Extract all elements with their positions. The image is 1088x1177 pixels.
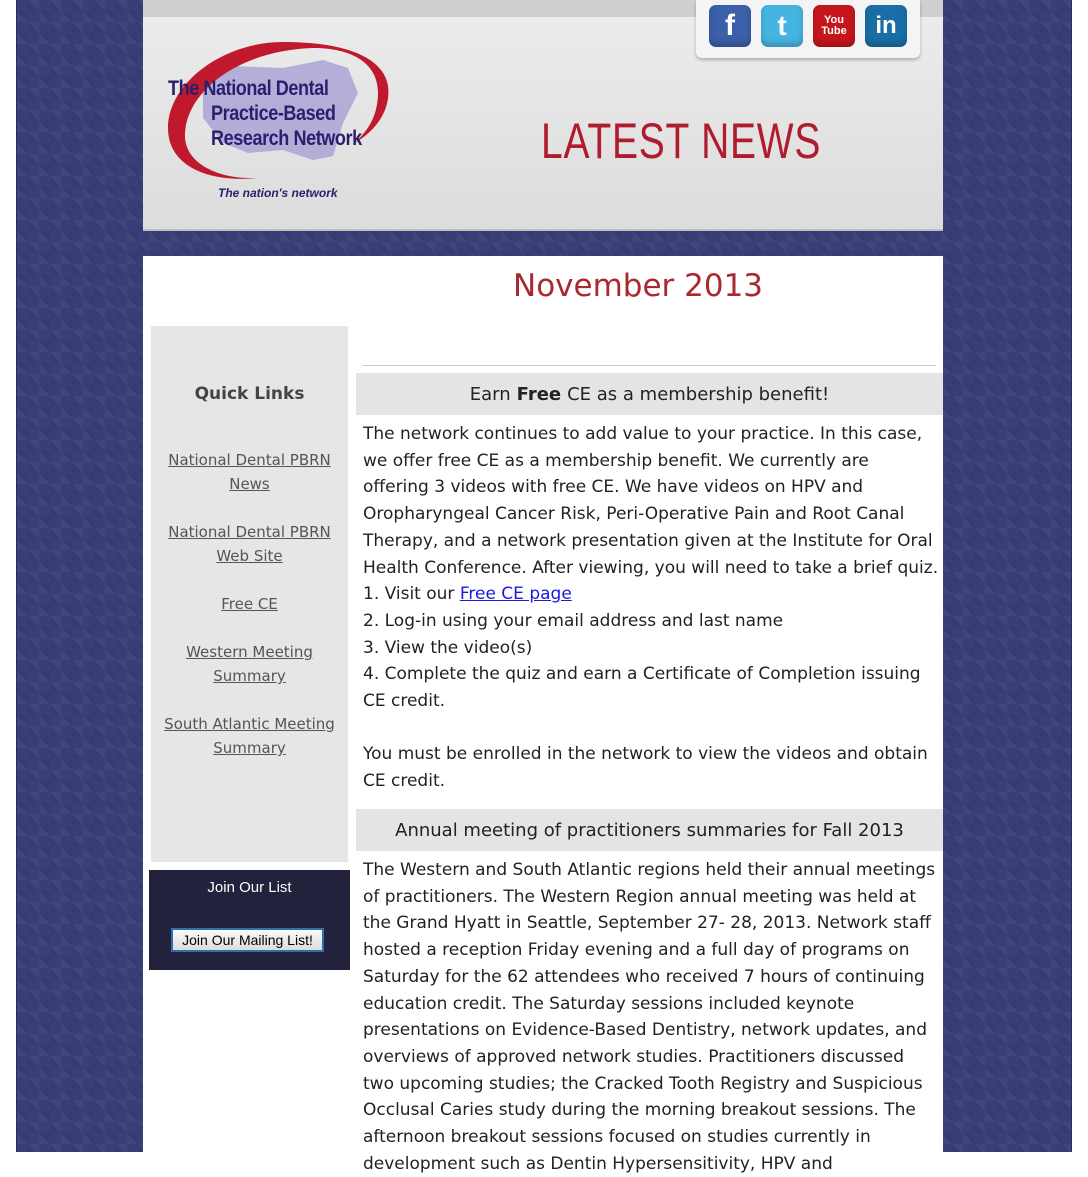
step-1-text: 1. Visit our <box>363 584 455 605</box>
join-mailing-list-button[interactable]: Join Our Mailing List! <box>171 928 324 952</box>
banner-title: LATEST NEWS <box>541 113 822 169</box>
logo-line-2: Practice-Based <box>211 102 336 125</box>
join-list-title: Join Our List <box>207 879 292 896</box>
linkedin-icon[interactable]: in <box>865 5 907 47</box>
free-ce-page-link[interactable]: Free CE page <box>459 584 572 605</box>
newsletter-body <box>143 256 943 1174</box>
logo-line-1: The National Dental <box>168 77 329 100</box>
step-1 <box>363 581 939 608</box>
social-links <box>696 0 920 58</box>
section-heading-free-ce <box>356 373 943 415</box>
heading-bold: Free <box>516 383 562 405</box>
newsletter-header <box>143 0 943 231</box>
youtube-icon[interactable]: You Tube <box>813 5 855 47</box>
quick-links-panel <box>151 326 348 862</box>
section-body-free-ce <box>363 421 939 795</box>
facebook-icon[interactable]: f <box>709 5 751 47</box>
step-2: 2. Log-in using your email address and last name <box>363 610 784 631</box>
step-4: 4. Complete the quiz and earn a Certificate of Completion issuing CE credit. <box>363 664 921 712</box>
divider <box>363 365 936 366</box>
spacer <box>363 715 939 742</box>
link-south-atlantic-meeting[interactable]: South Atlantic Meeting Summary <box>164 715 335 757</box>
link-western-meeting[interactable]: Western Meeting Summary <box>186 643 313 685</box>
link-pbrn-website[interactable]: National Dental PBRN Web Site <box>168 523 331 565</box>
free-ce-intro: The network continues to add value to your practice. In this case, we offer free CE as a membership benefit. We currently are offering 3 videos with free CE. We have videos on HPV and Oropharyngeal Cancer Risk, Peri-Operative Pain and Root Canal Therapy, and a network presentation given at the Institute for Oral Health Conference. After viewing, you will need to take a brief quiz. <box>363 424 939 578</box>
section-body-annual-meeting <box>363 857 939 1177</box>
join-list-box <box>149 870 350 970</box>
link-pbrn-news[interactable]: National Dental PBRN News <box>168 451 331 493</box>
logo-line-3: Research Network <box>211 127 362 150</box>
network-logo[interactable] <box>163 38 413 208</box>
quick-links-title: Quick Links <box>194 384 305 404</box>
enrollment-note: You must be enrolled in the network to view the videos and obtain CE credit. <box>363 744 928 792</box>
step-3: 3. View the video(s) <box>363 637 533 658</box>
annual-meeting-text: The Western and South Atlantic regions held their annual meetings of practitioners. The Western Region annual meeting was held at the Grand Hyatt in Seattle, September 27- 28, 2013. Network staff hosted a reception Friday evening and a full day of programs on Saturday for the 62 attendees who received 7 hours of continuing education credit. The Saturday sessions included keynote presentations on Evidence-Based Dentistry, network updates, and overviews of approved network studies. Practitioners discussed two upcoming studies; the Cracked Tooth Registry and Suspicious Occlusal Caries study during the morning breakout sessions. The afternoon breakout sessions focused on studies currently in development such as Dentin Hypersensitivity, HPV and <box>363 860 936 1174</box>
heading-pre: Earn <box>469 383 511 405</box>
section-heading-annual-meeting: Annual meeting of practitioners summaries for Fall 2013 <box>356 809 943 851</box>
issue-month: November 2013 <box>513 268 764 304</box>
heading-post: CE as a membership benefit! <box>567 383 830 405</box>
logo-tagline: The nation's network <box>218 186 338 200</box>
twitter-icon[interactable]: t <box>761 5 803 47</box>
link-free-ce[interactable]: Free CE <box>221 595 278 613</box>
